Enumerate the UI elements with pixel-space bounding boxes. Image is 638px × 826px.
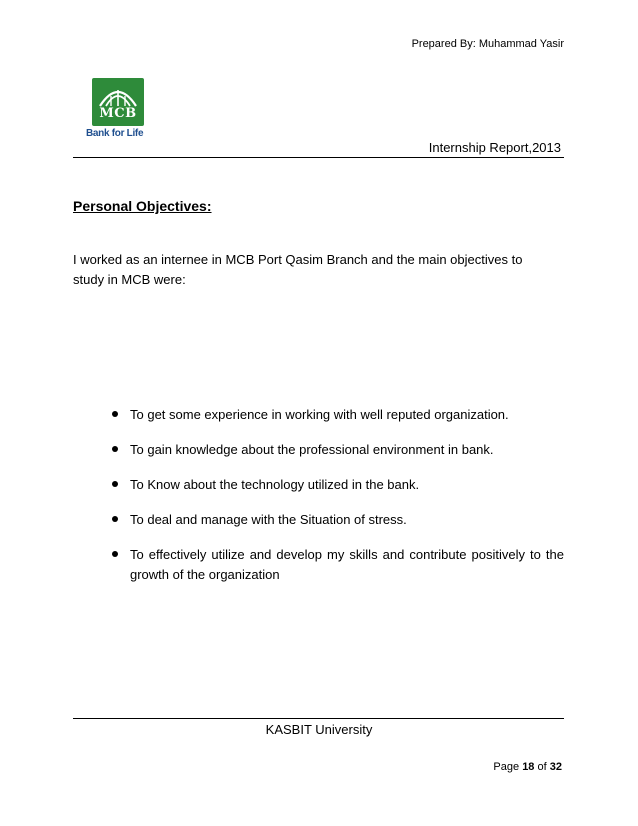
page-prefix: Page: [493, 761, 520, 773]
objective-text: To effectively utilize and develop my skills and contribute positively to the growth of the organization: [130, 547, 564, 582]
footer-university: KASBIT University: [265, 722, 373, 737]
bullet-icon: [112, 446, 118, 452]
mcb-logo: [86, 78, 156, 148]
prepared-by: Prepared By: Muhammad Yasir: [411, 38, 564, 50]
list-item: [112, 545, 564, 585]
header-divider: [73, 157, 564, 158]
logo-badge: [92, 78, 144, 126]
logo-tagline: Bank for Life: [86, 128, 144, 139]
bullet-icon: [112, 516, 118, 522]
list-item: [112, 475, 564, 495]
list-item: [112, 405, 564, 425]
objective-text: To Know about the technology utilized in the bank.: [130, 477, 420, 492]
page-total: 32: [549, 761, 562, 773]
logo-arch-icon: [98, 84, 138, 108]
section-heading: Personal Objectives:: [73, 198, 212, 214]
objective-text: To deal and manage with the Situation of stress.: [130, 512, 407, 527]
list-item: [112, 440, 564, 460]
objective-text: To gain knowledge about the professional environment in bank.: [130, 442, 494, 457]
logo-wordmark: MCB: [99, 106, 137, 121]
bullet-icon: [112, 411, 118, 417]
objective-text: To get some experience in working with well reputed organization.: [130, 407, 509, 422]
objectives-list: [112, 405, 564, 600]
intro-paragraph: I worked as an internee in MCB Port Qasim Branch and the main objectives to study in MCB were:: [73, 252, 523, 287]
bullet-icon: [112, 481, 118, 487]
list-item: [112, 510, 564, 530]
footer-divider: [73, 718, 564, 719]
report-title: Internship Report,2013: [428, 140, 561, 155]
bullet-icon: [112, 551, 118, 557]
page-current: 18: [522, 761, 535, 773]
page-number: [493, 761, 562, 773]
page-of: of: [537, 761, 547, 773]
